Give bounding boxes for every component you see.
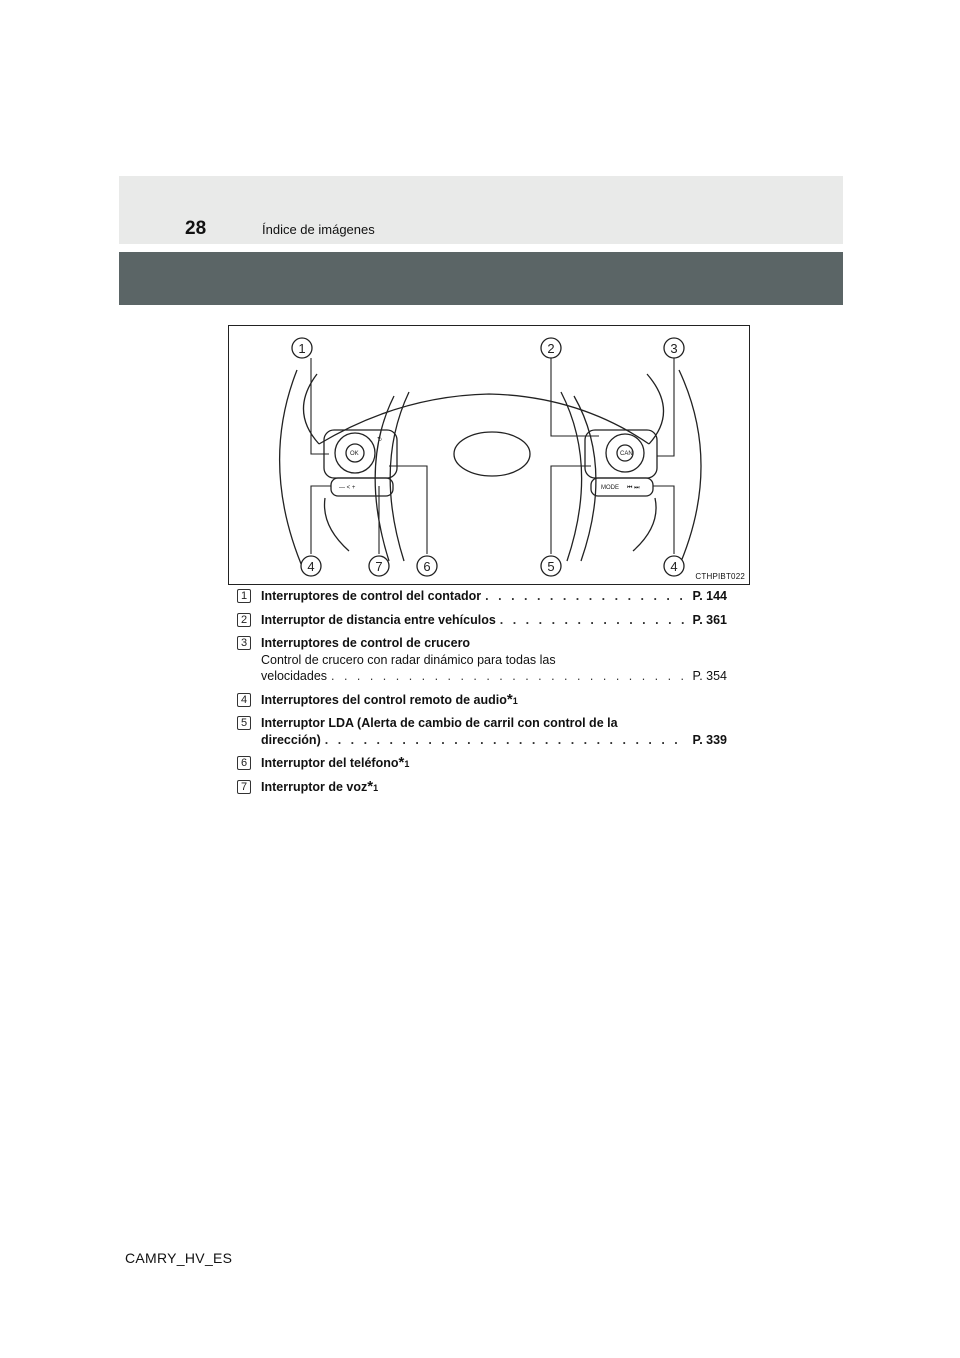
- section-bar: [119, 252, 843, 305]
- page-ref-link[interactable]: P. 144: [692, 589, 727, 603]
- callout-6: 6: [423, 559, 431, 574]
- list-item: [237, 588, 727, 605]
- dot-leader: [325, 732, 689, 749]
- item-label: Interruptores de control de crucero: [261, 636, 471, 650]
- list-item: [237, 692, 727, 709]
- list-item: [237, 755, 727, 772]
- item-number: 2: [237, 613, 251, 627]
- item-label: Interruptor del teléfono: [261, 756, 399, 770]
- item-number: 5: [237, 716, 251, 730]
- figure-code: CTHPIBT022: [695, 572, 745, 581]
- dot-leader: [485, 588, 688, 605]
- callout-2: 2: [547, 341, 555, 356]
- item-number: 6: [237, 756, 251, 770]
- svg-text:— < +: — < +: [339, 485, 356, 491]
- list-item: [237, 612, 727, 629]
- page-number: 28: [185, 218, 207, 239]
- item-sub-label: Control de crucero con radar dinámico para todas las: [261, 652, 556, 667]
- svg-text:⏮ ⏭: ⏮ ⏭: [627, 485, 640, 491]
- item-number: 7: [237, 780, 251, 794]
- footer-model: CAMRY_HV_ES: [125, 1250, 233, 1266]
- wheel-outer-left: [280, 370, 304, 571]
- svg-text:OK: OK: [350, 451, 359, 457]
- item-sub-label: velocidades: [261, 669, 328, 683]
- list-item: [237, 635, 727, 685]
- callout-1: 1: [298, 341, 306, 356]
- footnote-marker: *1: [506, 690, 518, 708]
- footnote-marker: *1: [398, 754, 410, 771]
- airbag-emblem: [454, 432, 530, 476]
- legend-list: [237, 588, 727, 802]
- list-item: [237, 779, 727, 796]
- item-label: Interruptores de control del contador: [261, 589, 482, 603]
- callout-7: 7: [375, 559, 383, 574]
- item-number: 3: [237, 636, 251, 650]
- dot-leader: [331, 668, 688, 685]
- item-label: Interruptor de voz: [261, 779, 368, 794]
- footnote-marker: *1: [367, 777, 379, 795]
- svg-text:MODE: MODE: [601, 485, 619, 491]
- item-number: 4: [237, 693, 251, 707]
- item-label: Interruptor de distancia entre vehículos: [261, 612, 496, 627]
- page-ref-link[interactable]: P. 354: [692, 669, 727, 683]
- steering-wheel-figure: [228, 325, 750, 585]
- section-title: Índice de imágenes: [262, 222, 375, 237]
- item-label: dirección): [261, 732, 321, 747]
- item-number: 1: [237, 589, 251, 603]
- steering-wheel-illustration: [229, 326, 751, 586]
- list-item: [237, 715, 727, 748]
- callout-5: 5: [547, 559, 555, 574]
- callout-4-right: 4: [670, 559, 678, 574]
- header-band: [119, 176, 843, 244]
- callout-3: 3: [670, 341, 678, 356]
- page-ref-link[interactable]: P. 339: [692, 732, 727, 747]
- wheel-outer-right: [677, 370, 701, 571]
- item-label: Interruptor LDA (Alerta de cambio de carril con control de la: [261, 716, 618, 730]
- item-label: Interruptores del control remoto de audio: [261, 692, 507, 707]
- callout-4-left: 4: [307, 559, 315, 574]
- dot-leader: [500, 612, 689, 629]
- svg-text:CAN: CAN: [620, 451, 633, 457]
- page-ref-link[interactable]: P. 361: [692, 612, 727, 627]
- svg-text:⮌: ⮌: [377, 437, 382, 443]
